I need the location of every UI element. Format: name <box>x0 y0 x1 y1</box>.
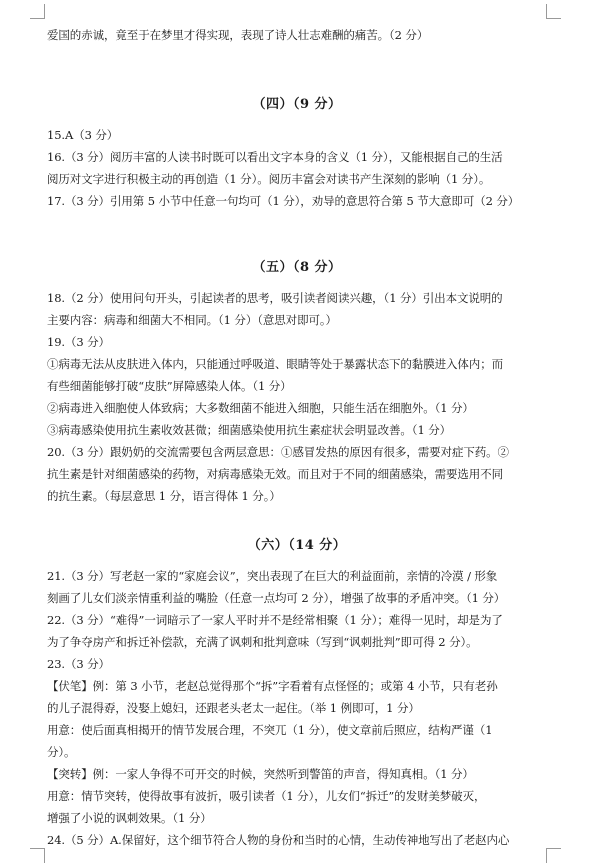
text-line: 增强了小说的讽刺效果。（1 分） <box>47 811 212 825</box>
answer-17: 17.（3 分）引用第 5 小节中任意一句均可（1 分），劝导的意思符合第 5 节大意即可（2 分） <box>47 194 520 208</box>
text-line: 爱国的赤诚，竟至于在梦里才得实现，表现了诗人壮志难酬的痛苦。（2 分） <box>47 28 429 42</box>
answer-20: 20.（3 分）跟奶奶的交流需要包含两层意思：①感冒发热的原因有很多，需要对症下药。② <box>47 445 509 459</box>
section-heading-6: （六）（14 分） <box>247 538 347 553</box>
crop-mark-top-right <box>546 4 561 19</box>
section-heading-4: （四）（9 分） <box>252 97 342 112</box>
text-line: 阅历对文字进行积极主动的再创造（1 分）。阅历丰富会对读书产生深刻的影响（1 分）。 <box>47 172 491 186</box>
text-line: ②病毒进入细胞使人体致病；大多数细菌不能进入细胞，只能生活在细胞外。（1 分） <box>47 401 474 415</box>
text-line: 为了争夺房产和拆迁补偿款，充满了讽刺和批判意味（写到“讽刺批判”即可得 2 分）。 <box>47 635 478 649</box>
text-line: 有些细菌能够打破“皮肤”屏障感染人体。（1 分） <box>47 379 292 393</box>
crop-mark-top-left <box>30 4 45 19</box>
crop-mark-bottom-right <box>546 848 561 863</box>
text-line: 抗生素是针对细菌感染的药物，对病毒感染无效。而且对于不同的细菌感染，需要选用不同 <box>47 467 503 481</box>
text-line: 用意：情节突转，使得故事有波折，吸引读者（1 分），儿女们“拆迁”的发财美梦破灭， <box>47 789 486 803</box>
answer-key-page <box>47 24 547 851</box>
answer-18: 18.（2 分）使用问句开头，引起读者的思考，吸引读者阅读兴趣，（1 分）引出本文说明的 <box>47 291 503 305</box>
answer-24: 24.（5 分）A.保留好，这个细节符合人物的身份和当时的心情，生动传神地写出了老赵内心 <box>47 833 510 847</box>
crop-mark-bottom-left <box>30 848 45 863</box>
text-line: ③病毒感染使用抗生素收效甚微；细菌感染使用抗生素症状会明显改善。（1 分） <box>47 423 452 437</box>
text-line: 【伏笔】例：第 3 小节，老赵总觉得那个“拆”字看着有点怪怪的；或第 4 小节，只有老孙 <box>47 679 498 693</box>
answer-23: 23.（3 分） <box>47 657 110 671</box>
text-line: ①病毒无法从皮肤进入体内，只能通过呼吸道、眼睛等处于暴露状态下的黏膜进入体内；而 <box>47 357 503 371</box>
text-line: 刻画了儿女们淡亲情重利益的嘴脸（任意一点均可 2 分），增强了故事的矛盾冲突。（1 分） <box>47 591 506 605</box>
answer-22: 22.（3 分）“难得”一词暗示了一家人平时并不是经常相聚（1 分）；难得一见时，却是为了 <box>47 613 503 627</box>
text-line: 主要内容：病毒和细菌大不相同。（1 分）（意思对即可。） <box>47 313 337 327</box>
text-line: 用意：使后面真相揭开的情节发展合理，不突兀（1 分），使文章前后照应，结构严谨（1 <box>47 723 493 737</box>
answer-15: 15.A（3 分） <box>47 128 119 142</box>
answer-19: 19.（3 分） <box>47 335 110 349</box>
text-line: 的抗生素。（每层意思 1 分，语言得体 1 分。） <box>47 489 281 503</box>
answer-16: 16.（3 分）阅历丰富的人读书时既可以看出文字本身的含义（1 分），又能根据自己的生活 <box>47 150 503 164</box>
text-line: 的儿子混得孬，没娶上媳妇，还跟老头老太一起住。（举 1 例即可，1 分） <box>47 701 420 715</box>
answer-21: 21.（3 分）写老赵一家的“家庭会议”，突出表现了在巨大的利益面前，亲情的冷漠 / 形象 <box>47 569 498 583</box>
text-line: 【突转】例：一家人争得不可开交的时候，突然听到警笛的声音，得知真相。（1 分） <box>47 767 474 781</box>
text-line: 分）。 <box>47 745 76 759</box>
section-heading-5: （五）（8 分） <box>252 260 342 275</box>
